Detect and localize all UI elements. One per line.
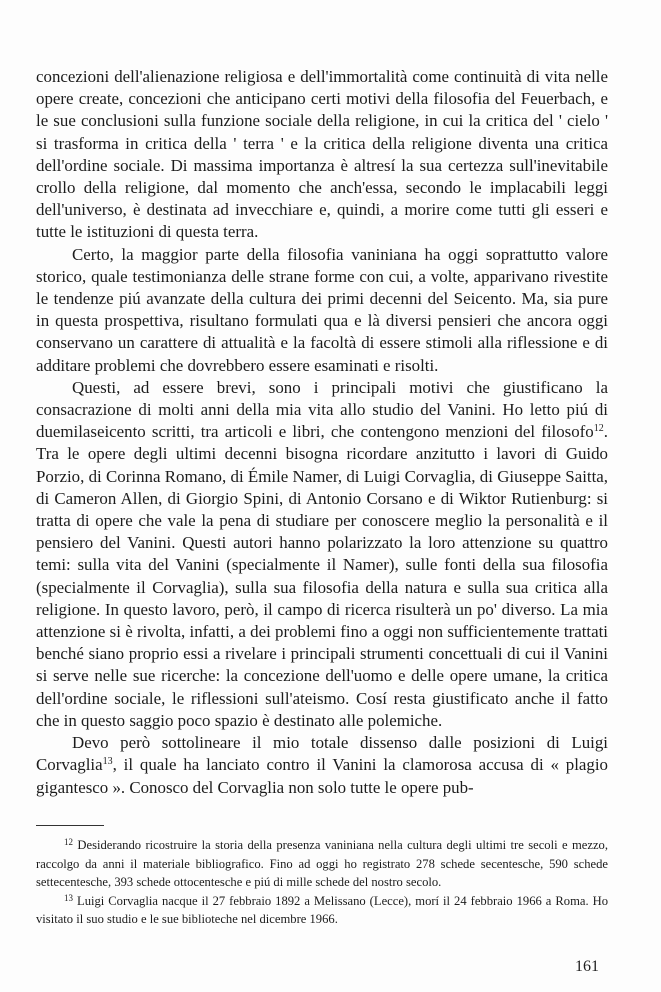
paragraph-text: Certo, la maggior parte della filosofia vaniniana ha oggi soprattutto valore storico, quale testimonianza delle strane forme con cui, a volte, apparivano rivestite le tendenze piú avanzate della cultura dei primi decenni del Seicento. Ma, sia pure in questa prospettiva, risultano formulati qua e là diversi pensieri che ancora oggi conservano un carattere di attualità e la facoltà di essere stimoli alla riflessione e di additare problemi che dovrebbero essere esaminati e risolti. xyxy=(36,244,608,375)
paragraph-text: , il quale ha lanciato contro il Vanini la clamorosa accusa di « plagio gigantesco ». Conosco del Corvaglia non solo tutte le opere pub- xyxy=(36,755,608,797)
footnote-text: Desiderando ricostruire la storia della presenza vaniniana nella cultura degli ultimi tre secoli e mezzo, raccolgo da anni il materiale bibliografico. Fino ad oggi ho registrato 278 schede secentesche, 590 schede settecentesche, 393 schede ottocentesche e piú di mille schede del nostro secolo. xyxy=(36,838,608,890)
paragraph-text: Devo però sottolineare il mio totale dissenso dalle posizioni di Luigi Corvaglia xyxy=(36,733,608,775)
paragraph xyxy=(36,732,608,799)
footnote-number: 12 xyxy=(64,837,73,847)
body-text xyxy=(36,66,608,799)
footnote-number: 13 xyxy=(64,892,73,903)
footnote-separator xyxy=(36,825,104,826)
footnote xyxy=(36,892,608,929)
footnotes xyxy=(36,836,608,929)
page-number: 161 xyxy=(575,958,599,975)
footnote-text: Luigi Corvaglia nacque il 27 febbraio 1892 a Melissano (Lecce), morí il 24 febbraio 1966 a Roma. Ho visitato il suo studio e le sue biblioteche nel dicembre 1966. xyxy=(36,893,608,927)
paragraph xyxy=(36,66,608,244)
paragraph-text: . Tra le opere degli ultimi decenni bisogna ricordare anzitutto i lavori di Guido Porzio, di Corinna Romano, di Émile Namer, di Luigi Corvaglia, di Giuseppe Saitta, di Cameron Allen, di Giorgio Spini, di Antonio Corsano e di Wiktor Rutienburg: si tratta di opere che vale la pena di studiare per conoscere meglio la personalità e il pensiero del Vanini. Questi autori hanno polarizzato la loro attenzione su quattro temi: sulla vita del Vanini (specialmente il Namer), sulle fonti della sua filosofia (specialmente il Corvaglia), sulla sua filosofia della natura e sulla sua critica alla religione. In questo lavoro, però, il campo di ricerca risulterà un po' diverso. La mia attenzione si è rivolta, infatti, a dei problemi fino a oggi non sufficientemente trattati benché siano proprio essi a rivelare i principali strumenti concettuali di cui il Vanini si serve nelle sue ricerche: la concezione dell'uomo e delle opere umane, la critica dell'ordine sociale, le riflessioni sull'ateismo. Cosí resta giustificato anche il fatto che in questo saggio poco spazio è destinato alle polemiche. xyxy=(36,422,608,730)
footnote-ref: 13 xyxy=(102,756,113,768)
paragraph-text: concezioni dell'alienazione religiosa e dell'immortalità come continuità di vita nelle opere create, concezioni che anticipano certi motivi della filosofia del Feuerbach, e le sue conclusioni sulla funzione sociale della religione, in cui la critica del ' cielo ' si trasforma in critica della ' terra ' e la critica della religione diventa una critica dell'ordine sociale. Di massima importanza è altresí la sua certezza sull'inevitabile crollo della religione, dal momento che anch'essa, secondo le implacabili leggi dell'universo, è destinata ad invecchiare e, quindi, a morire come tutti gli esseri e tutte le istituzioni di questa terra. xyxy=(36,67,608,242)
footnote xyxy=(36,836,608,892)
paragraph xyxy=(36,377,608,732)
paragraph xyxy=(36,244,608,377)
footnote-ref: 12 xyxy=(593,423,604,435)
paragraph-text: Questi, ad essere brevi, sono i principali motivi che giustificano la consacrazione di molti anni della mia vita allo studio del Vanini. Ho letto piú di duemilaseicento scritti, tra articoli e libri, che contengono menzioni del filosofo xyxy=(36,377,608,442)
